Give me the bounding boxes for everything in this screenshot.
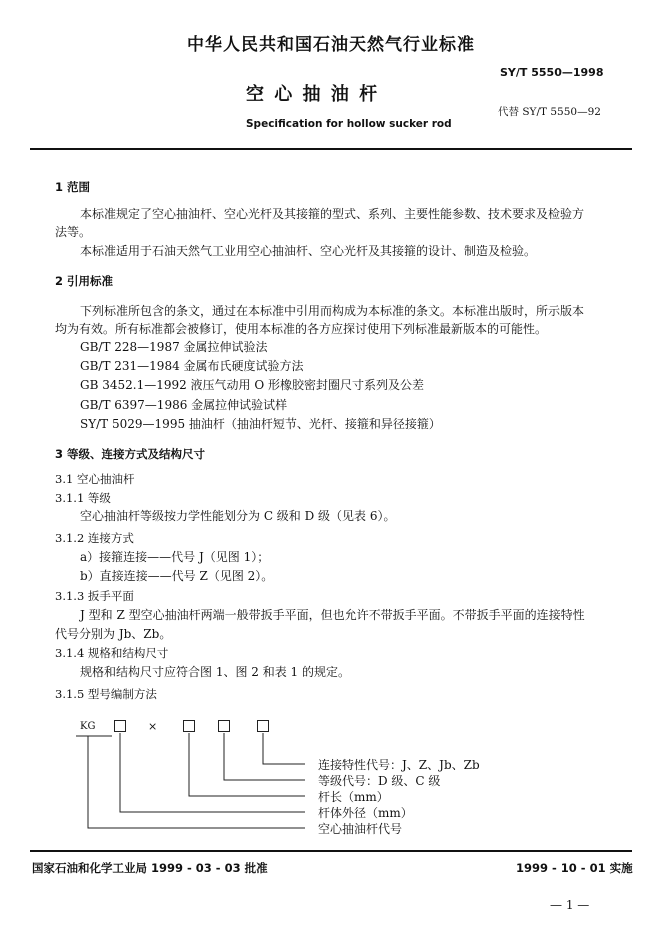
reference-item: GB/T 6397—1986 金属拉伸试验试样 — [80, 398, 288, 412]
reference-item: SY/T 5029—1995 抽油杆（抽油杆短节、光杆、接箍和异径接箍） — [80, 417, 441, 431]
document-title: 空 心 抽 油 杆 — [246, 84, 380, 105]
reference-item: GB/T 231—1984 金属布氏硬度试验方法 — [80, 359, 304, 373]
label-rod-length: 杆长（mm） — [318, 790, 389, 804]
section-1-para2: 本标准适用于石油天然气工业用空心抽油杆、空心光杆及其接箍的设计、制造及检验。 — [80, 244, 537, 258]
effective-date: 1999 - 10 - 01 实施 — [516, 861, 633, 875]
section-3-1-3-line1: J 型和 Z 型空心抽油杆两端一般带扳手平面，但也允许不带扳手平面。不带扳手平面的连接特性 — [80, 608, 585, 622]
label-rod-code: 空心抽油杆代号 — [318, 822, 403, 836]
model-prefix-kg: KG — [80, 721, 96, 732]
section-3-1-heading: 3.1 空心抽油杆 — [55, 472, 135, 486]
section-2-heading: 2 引用标准 — [55, 274, 114, 288]
approval-line: 国家石油和化学工业局 1999 - 03 - 03 批准 — [32, 861, 268, 875]
label-grade-code: 等级代号：D 级、C 级 — [318, 774, 441, 788]
section-3-1-2-item-b: b）直接连接——代号 Z（见图 2）。 — [80, 569, 274, 583]
section-3-heading: 3 等级、连接方式及结构尺寸 — [55, 447, 206, 461]
document-title-english: Specification for hollow sucker rod — [246, 118, 452, 130]
label-connection-code: 连接特性代号：J、Z、Jb、Zb — [318, 758, 480, 772]
section-3-1-2-heading: 3.1.2 连接方式 — [55, 531, 134, 545]
label-outer-diameter: 杆体外径（mm） — [318, 806, 413, 820]
replaced-standard: 代替 SY/T 5550—92 — [498, 106, 601, 118]
page-number: — 1 — — [550, 898, 590, 912]
section-3-1-4-heading: 3.1.4 规格和结构尺寸 — [55, 646, 169, 660]
reference-item: GB 3452.1—1992 液压气动用 O 形橡胶密封圈尺寸系列及公差 — [80, 378, 425, 392]
section-3-1-4-text: 规格和结构尺寸应符合图 1、图 2 和表 1 的规定。 — [80, 665, 350, 679]
section-1-para1-line2: 法等。 — [55, 225, 92, 239]
reference-item: GB/T 228—1987 金属拉伸试验法 — [80, 340, 268, 354]
standard-category-title: 中华人民共和国石油天然气行业标准 — [187, 35, 475, 55]
section-1-heading: 1 范围 — [55, 180, 91, 194]
section-3-1-3-heading: 3.1.3 扳手平面 — [55, 589, 134, 603]
section-3-1-3-line2: 代号分别为 Jb、Zb。 — [55, 627, 172, 641]
footer-rule — [30, 850, 632, 852]
section-1-para1-line1: 本标准规定了空心抽油杆、空心光杆及其接箍的型式、系列、主要性能参数、技术要求及检验方 — [80, 207, 585, 221]
section-2-para-line2: 均为有效。所有标准都会被修订，使用本标准的各方应探讨使用下列标准最新版本的可能性。 — [55, 322, 548, 336]
times-sign: × — [148, 720, 158, 733]
section-3-1-5-heading: 3.1.5 型号编制方法 — [55, 687, 157, 701]
section-2-para-line1: 下列标准所包含的条文，通过在本标准中引用而构成为本标准的条文。本标准出版时，所示版本 — [80, 304, 585, 318]
section-3-1-2-item-a: a）接箍连接——代号 J（见图 1）； — [80, 550, 270, 564]
section-3-1-1-text: 空心抽油杆等级按力学性能划分为 C 级和 D 级（见表 6）。 — [80, 509, 396, 523]
standard-number: SY/T 5550—1998 — [500, 66, 604, 79]
section-3-1-1-heading: 3.1.1 等级 — [55, 491, 111, 505]
